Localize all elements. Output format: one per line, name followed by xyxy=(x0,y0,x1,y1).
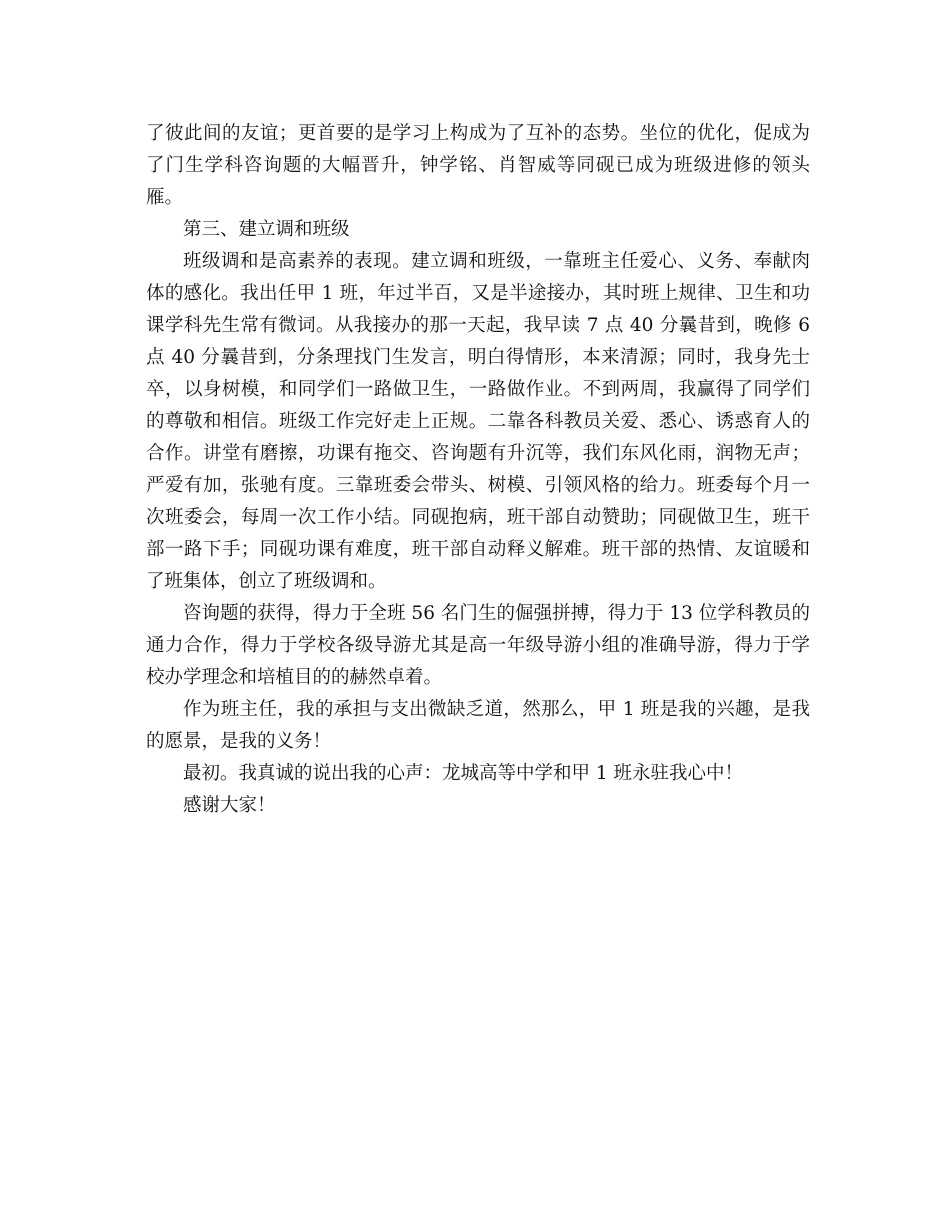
paragraph-role: 作为班主任，我的承担与支出微缺乏道，然那么，甲 1 班是我的兴趣，是我的愿景，是我的义务！ xyxy=(146,699,810,752)
section-heading: 第三、建立调和班级 xyxy=(183,219,350,240)
paragraph-harmonious-class: 班级调和是高素养的表现。建立调和班级，一靠班主任爱心、义务、奉献肉体的感化。我出任甲 1 班，年过半百，又是半途接办，其时班上规律、卫生和功课学科先生常有微词。从我接办的那一天起，我早读 7 点 40 分曩昔到，晚修 6 点 40 分曩昔到，分条理找门生发言，明白得情形，本来清源；同时，我身先士卒，以身树模，和同学们一路做卫生，一路做作业。不到两周，我赢得了同学们的尊敬和相信。班级工作完好走上正规。二靠各科教员关爱、悉心、诱惑育人的合作。讲堂有磨擦，功课有拖交、咨询题有升沉等，我们东风化雨，润物无声；严爱有加，张驰有度。三靠班委会带头、树模、引领风格的给力。班委每个月一次班委会，每周一次工作小结。同砚抱病，班干部自动赞助；同砚做卫生，班干部一路下手；同砚功课有难度，班干部自动释义解难。班干部的热情、友谊暖和了班集体，创立了班级调和。 xyxy=(146,251,810,592)
paragraph-achievements: 咨询题的获得，得力于全班 56 名门生的倔强拼搏，得力于 13 位学科教员的通力合作，得力于学校各级导游尤其是高一年级导游小组的准确导游，得力于学校办学理念和培植目的的赫然卓着。 xyxy=(146,603,810,688)
document-body xyxy=(146,118,810,822)
paragraph-thanks: 感谢大家！ xyxy=(183,795,276,816)
paragraph-continuation: 了彼此间的友谊；更首要的是学习上构成为了互补的态势。坐位的优化，促成为了门生学科咨询题的大幅晋升，钟学铭、肖智威等同砚已成为班级进修的领头雁。 xyxy=(146,123,810,208)
paragraph-closing: 最初。我真诚的说出我的心声：龙城高等中学和甲 1 班永驻我心中！ xyxy=(183,763,744,784)
